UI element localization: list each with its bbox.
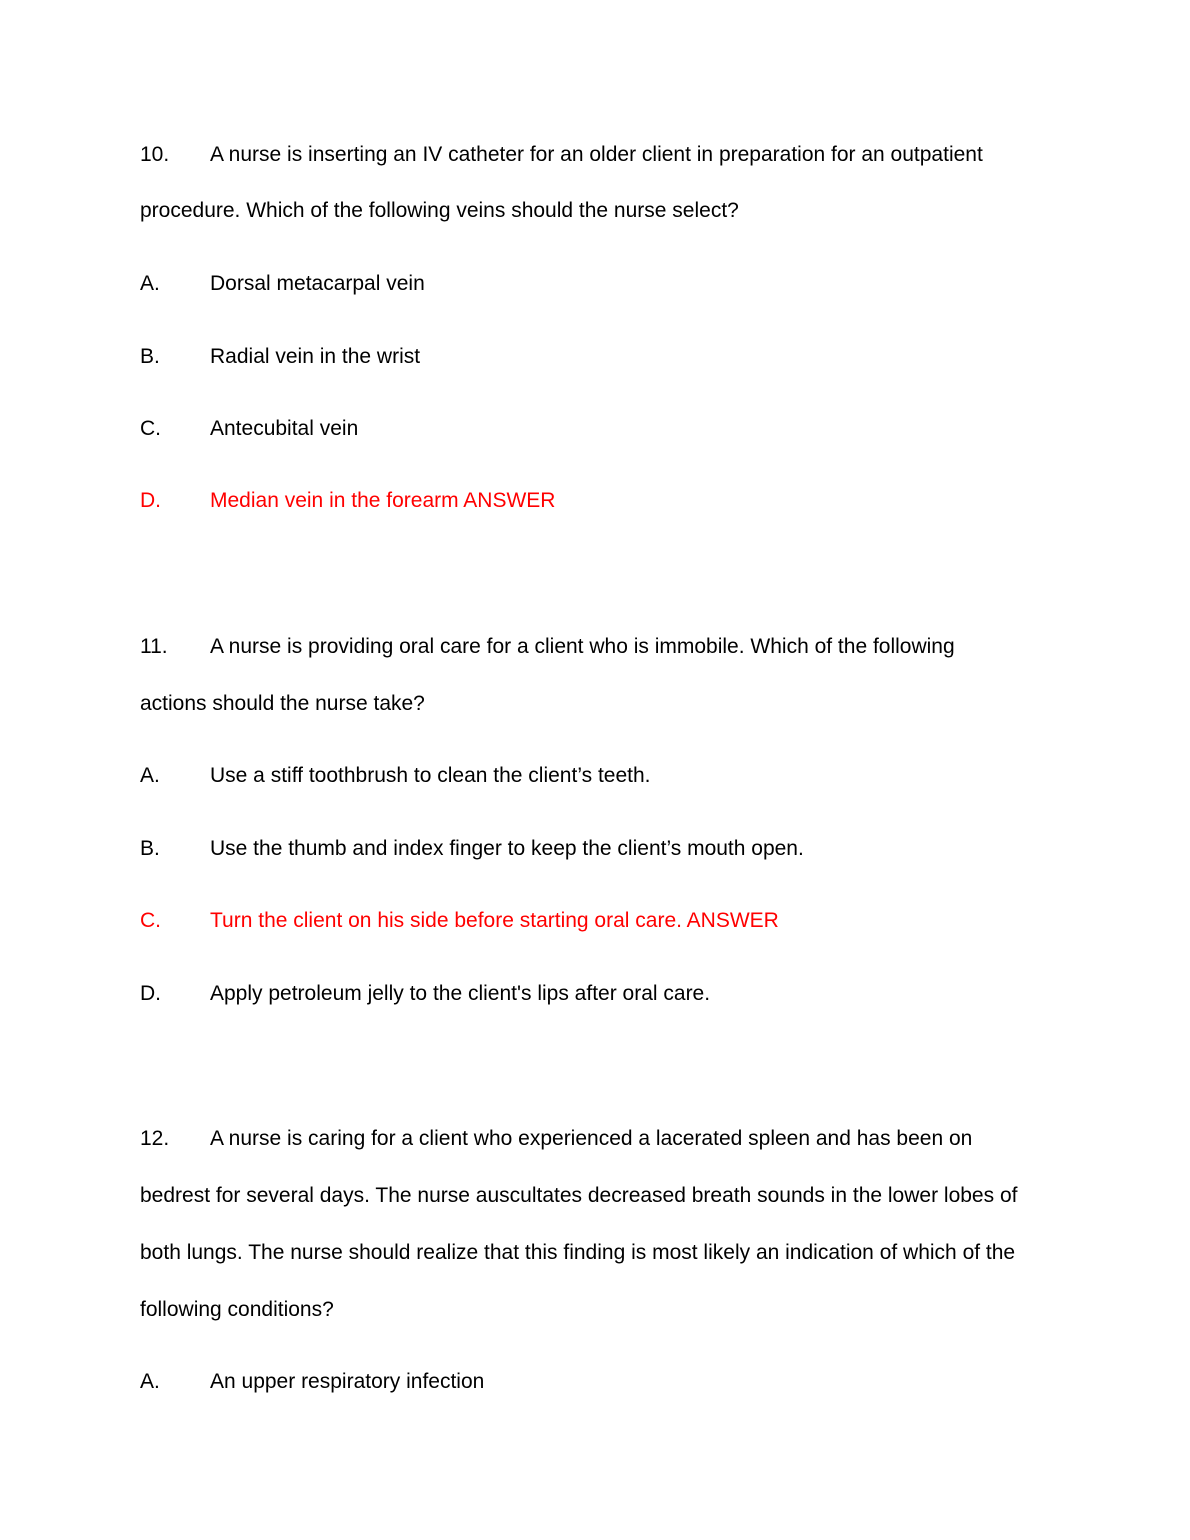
- option-text: Dorsal metacarpal vein: [210, 272, 425, 295]
- option-text: Use a stiff toothbrush to clean the client’s teeth.: [210, 764, 651, 787]
- question-number: 10.: [140, 143, 170, 166]
- option-letter: C.: [140, 417, 161, 440]
- question-stem-text: both lungs. The nurse should realize that this finding is most likely an indication of which of the: [140, 1241, 1016, 1264]
- question-stem-text: following conditions?: [140, 1298, 334, 1321]
- question-stem-text: A nurse is inserting an IV catheter for an older client in preparation for an outpatient: [210, 143, 983, 166]
- option-letter: B.: [140, 837, 160, 860]
- option-text: Median vein in the forearm ANSWER: [210, 489, 556, 512]
- option-letter: D.: [140, 982, 161, 1005]
- option-letter: A.: [140, 764, 160, 787]
- question-number: 12.: [140, 1127, 170, 1150]
- option-letter: A.: [140, 272, 160, 295]
- option-text: An upper respiratory infection: [210, 1370, 485, 1393]
- option-text: Use the thumb and index finger to keep the client’s mouth open.: [210, 837, 804, 860]
- question-stem-text: bedrest for several days. The nurse auscultates decreased breath sounds in the lower lobes of: [140, 1184, 1018, 1207]
- question-stem-text: actions should the nurse take?: [140, 692, 425, 715]
- option-letter: D.: [140, 489, 161, 512]
- option-letter: A.: [140, 1370, 160, 1393]
- option-text: Apply petroleum jelly to the client's lips after oral care.: [210, 982, 711, 1005]
- option-letter: B.: [140, 345, 160, 368]
- question-stem-text: A nurse is providing oral care for a client who is immobile. Which of the following: [210, 635, 955, 658]
- option-text: Radial vein in the wrist: [210, 345, 421, 368]
- option-text: Turn the client on his side before starting oral care. ANSWER: [210, 909, 779, 932]
- question-stem-text: A nurse is caring for a client who experienced a lacerated spleen and has been on: [210, 1127, 973, 1150]
- question-number: 11.: [140, 635, 168, 658]
- option-text: Antecubital vein: [210, 417, 359, 440]
- option-letter: C.: [140, 909, 161, 932]
- question-stem-text: procedure. Which of the following veins should the nurse select?: [140, 199, 739, 222]
